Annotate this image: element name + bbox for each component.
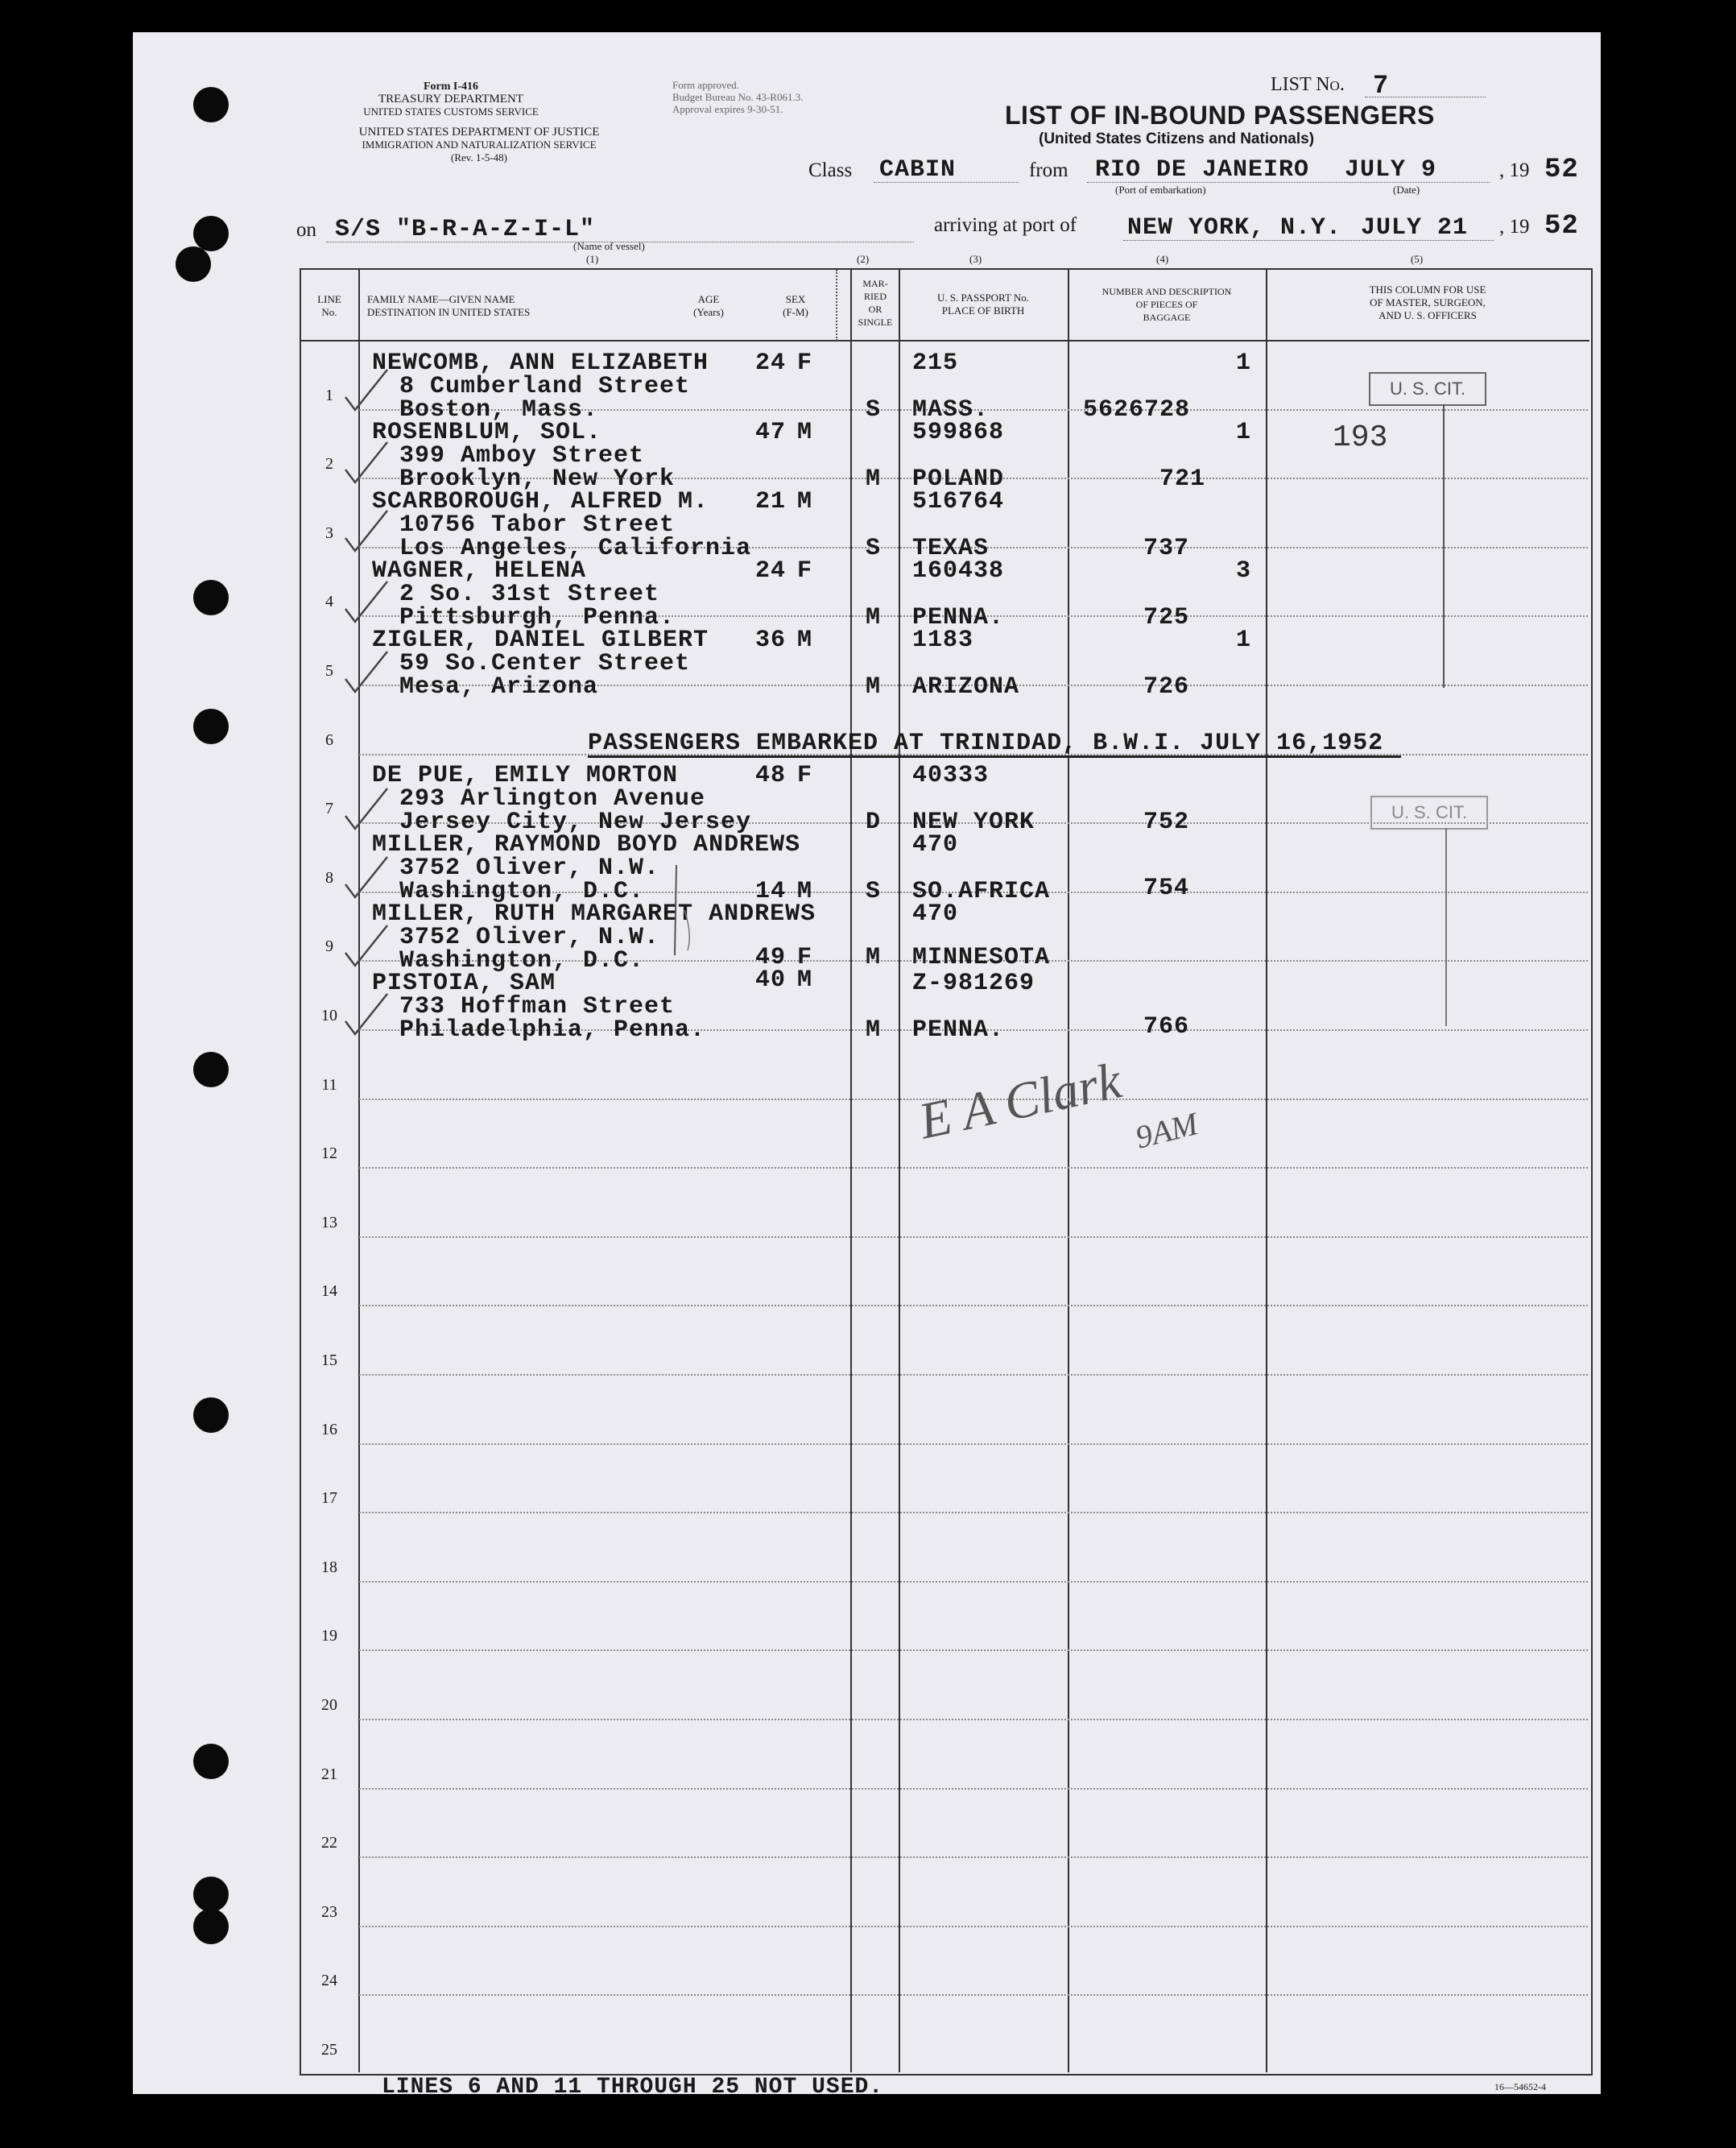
page-subtitle: (United States Citizens and Nationals) — [1039, 130, 1315, 147]
line-number: 19 — [321, 1627, 337, 1645]
passenger-address: 733 Hoffman Street — [399, 993, 676, 1020]
col-marker-5: (5) — [1411, 253, 1424, 265]
continuation-bracket — [1445, 828, 1447, 1026]
passenger-name: DE PUE, EMILY MORTON — [372, 762, 679, 789]
col-marker-1: (1) — [586, 253, 599, 265]
col-marker-4: (4) — [1156, 253, 1169, 265]
passenger-marital: M — [866, 466, 882, 493]
passenger-age: 36 — [755, 627, 787, 654]
customs-label: UNITED STATES CUSTOMS SERVICE — [363, 106, 539, 118]
table-header-rule — [301, 340, 1589, 341]
punch-hole — [193, 1744, 229, 1779]
passenger-age: 48 — [755, 762, 787, 789]
passenger-sex: M — [797, 878, 813, 905]
passenger-name: MILLER, RAYMOND BOYD ANDREWS — [372, 831, 801, 859]
passenger-address: 3752 Oliver, N.W. — [399, 924, 660, 951]
line-number: 25 — [321, 2041, 337, 2059]
passport-no: 470 — [912, 831, 959, 859]
baggage-count: 3 — [1236, 557, 1252, 585]
passenger-sex: M — [797, 966, 813, 994]
birth-place: PENNA. — [912, 1016, 1005, 1044]
baggage-count: 1 — [1236, 419, 1252, 446]
punch-hole — [193, 87, 229, 122]
vessel-caption: (Name of vessel) — [573, 240, 645, 252]
passport-no: 40333 — [912, 762, 990, 789]
col-header-name: FAMILY NAME—GIVEN NAME DESTINATION IN UNITED STATES — [367, 293, 531, 318]
line-number: 4 — [325, 593, 333, 610]
col-header-age: AGE (Years) — [693, 293, 724, 318]
punch-hole — [193, 1052, 229, 1087]
line-number: 8 — [325, 869, 333, 887]
line-number: 23 — [321, 1903, 337, 1921]
col-header-officers: THIS COLUMN FOR USE OF MASTER, SURGEON, AND U. S. OFFICERS — [1369, 284, 1486, 321]
passenger-city: Jersey City, New Jersey — [399, 809, 752, 836]
punch-hole — [193, 709, 229, 744]
line-number: 13 — [321, 1214, 337, 1231]
inspector-signature: E A Clark — [914, 1051, 1126, 1150]
passenger-age: 21 — [755, 488, 787, 515]
passenger-city: Pittsburgh, Penna. — [399, 604, 676, 631]
banner-underline — [588, 755, 1401, 758]
col-marker-2: (2) — [857, 253, 870, 265]
passport-no: 599868 — [912, 419, 1005, 446]
list-no-label: LIST No. — [1271, 74, 1345, 95]
passenger-sex: F — [797, 762, 813, 789]
class-label: Class — [808, 159, 853, 181]
birth-place: MASS. — [912, 396, 990, 424]
arrival-date: JULY 21 — [1361, 214, 1469, 242]
ins-label: IMMIGRATION AND NATURALIZATION SERVICE — [362, 139, 597, 151]
passenger-marital: S — [866, 396, 882, 424]
approval-2: Budget Bureau No. 43-R061.3. — [672, 91, 804, 103]
passenger-address: 399 Amboy Street — [399, 442, 645, 470]
baggage-number: 754 — [1143, 875, 1190, 902]
line-number: 6 — [325, 731, 333, 749]
row-rule — [359, 1512, 1588, 1513]
row-rule — [359, 1167, 1588, 1169]
line-number: 22 — [321, 1834, 337, 1852]
from-underline — [1087, 182, 1490, 183]
row-rule — [359, 1581, 1588, 1583]
passenger-age: 47 — [755, 419, 787, 446]
baggage-count: 1 — [1236, 350, 1252, 377]
passenger-age: 24 — [755, 557, 787, 585]
col-divider — [899, 270, 900, 2072]
passenger-marital: M — [866, 944, 882, 971]
justice-label: UNITED STATES DEPARTMENT OF JUSTICE — [358, 126, 600, 139]
row-rule — [359, 1856, 1588, 1858]
col-marker-3: (3) — [969, 253, 982, 265]
passport-no: 160438 — [912, 557, 1005, 585]
birth-place: ARIZONA — [912, 673, 1020, 701]
arrival-underline — [1123, 240, 1494, 241]
line-number: 14 — [321, 1282, 337, 1300]
col-divider — [850, 270, 852, 2072]
passenger-age: 40 — [755, 966, 787, 994]
baggage-number: 726 — [1143, 673, 1190, 701]
line-number: 12 — [321, 1144, 337, 1162]
arrival-port: NEW YORK, N.Y. — [1127, 214, 1342, 242]
passport-no: 516764 — [912, 488, 1005, 515]
year-prefix-1: , 19 — [1499, 159, 1530, 181]
bracket-mark-icon — [660, 862, 692, 958]
on-label: on — [296, 219, 316, 241]
passenger-address: 10756 Tabor Street — [399, 511, 676, 539]
handwritten-count: 193 — [1333, 420, 1388, 455]
passenger-sex: F — [797, 350, 813, 377]
line-number: 7 — [325, 800, 333, 817]
passenger-address: 293 Arlington Avenue — [399, 785, 706, 813]
col-header-line: LINE No. — [317, 293, 341, 318]
baggage-number: 752 — [1143, 809, 1190, 836]
port-caption: (Port of embarkation) — [1115, 184, 1206, 196]
punch-hole — [193, 1877, 229, 1912]
passenger-city: Mesa, Arizona — [399, 673, 599, 701]
passport-no: 470 — [912, 900, 959, 928]
baggage-number: 725 — [1143, 604, 1190, 631]
year-2: 52 — [1544, 211, 1579, 242]
line-number: 21 — [321, 1765, 337, 1783]
row-rule — [359, 1236, 1588, 1238]
passenger-age: 49 — [755, 944, 787, 971]
line-number: 18 — [321, 1558, 337, 1576]
row-rule — [359, 1994, 1588, 1996]
passenger-city: Washington, D.C. — [399, 878, 645, 905]
baggage-number: 721 — [1159, 466, 1206, 493]
date-caption: (Date) — [1393, 184, 1420, 196]
passenger-city: Washington, D.C. — [399, 947, 645, 975]
passenger-name: NEWCOMB, ANN ELIZABETH — [372, 350, 709, 377]
baggage-number: 737 — [1143, 535, 1190, 562]
punch-hole — [193, 216, 229, 251]
passenger-address: 8 Cumberland Street — [399, 373, 691, 400]
punch-hole — [193, 580, 229, 615]
birth-place: TEXAS — [912, 535, 990, 562]
passenger-sex: F — [797, 557, 813, 585]
birth-place: POLAND — [912, 466, 1005, 493]
line-number: 16 — [321, 1421, 337, 1438]
line-number: 15 — [321, 1351, 337, 1369]
passenger-marital: D — [866, 809, 882, 836]
line-number: 11 — [321, 1076, 337, 1094]
class-value: CABIN — [879, 156, 957, 184]
passenger-city: Boston, Mass. — [399, 396, 599, 424]
line-number: 10 — [321, 1007, 337, 1024]
passenger-sex: M — [797, 627, 813, 654]
us-citizen-stamp: U. S. CIT. — [1370, 796, 1488, 830]
embarkation-date: JULY 9 — [1345, 156, 1437, 184]
year-1: 52 — [1544, 155, 1579, 185]
row-rule — [359, 1719, 1588, 1720]
passenger-address: 2 So. 31st Street — [399, 581, 660, 608]
checkmark-icon — [342, 648, 391, 697]
passenger-sex: M — [797, 419, 813, 446]
col-header-married: MAR- RIED OR SINGLE — [858, 278, 893, 328]
passenger-name: MILLER, RUTH MARGARET ANDREWS — [372, 900, 816, 928]
checkmark-icon — [342, 578, 391, 627]
port-of-embarkation: RIO DE JANEIRO — [1095, 156, 1310, 184]
year-prefix-2: , 19 — [1499, 216, 1530, 238]
checkmark-icon — [342, 922, 391, 971]
passenger-marital: M — [866, 1016, 882, 1044]
from-label: from — [1029, 159, 1068, 181]
col-divider — [1266, 270, 1267, 2072]
checkmark-icon — [342, 991, 391, 1039]
row-rule — [359, 1649, 1588, 1651]
line-number: 5 — [325, 662, 333, 680]
passenger-name: SCARBOROUGH, ALFRED M. — [372, 488, 709, 515]
vessel-name: S/S "B-R-A-Z-I-L" — [335, 216, 596, 243]
passenger-city: Philadelphia, Penna. — [399, 1016, 706, 1044]
row-rule — [359, 1374, 1588, 1376]
list-no-value: 7 — [1373, 71, 1390, 101]
birth-place: PENNA. — [912, 604, 1005, 631]
punch-hole — [193, 1397, 229, 1433]
continuation-bracket — [1443, 404, 1445, 688]
line-number: 9 — [325, 937, 333, 955]
footer-note: LINES 6 AND 11 THROUGH 25 NOT USED. — [382, 2075, 884, 2100]
passenger-sex: M — [797, 488, 813, 515]
passenger-marital: M — [866, 604, 882, 631]
passport-no: 1183 — [912, 627, 974, 654]
form-number: Form I-416 — [423, 81, 479, 93]
passenger-name: PISTOIA, SAM — [372, 970, 556, 997]
line-number: 24 — [321, 1972, 337, 1989]
checkmark-icon — [342, 785, 391, 834]
line-number: 20 — [321, 1696, 337, 1714]
us-citizen-stamp: U. S. CIT. — [1369, 372, 1486, 406]
passenger-name: ROSENBLUM, SOL. — [372, 419, 602, 446]
row-rule — [359, 1926, 1588, 1927]
birth-place: SO.AFRICA — [912, 878, 1051, 905]
line-number: 2 — [325, 455, 333, 473]
passenger-age: 24 — [755, 350, 787, 377]
line-number: 3 — [325, 524, 333, 542]
signature-time: 9AM — [1131, 1105, 1202, 1156]
line-number: 17 — [321, 1489, 337, 1507]
revision-label: (Rev. 1-5-48) — [451, 151, 507, 163]
passenger-marital: S — [866, 535, 882, 562]
passenger-marital: M — [866, 673, 882, 701]
approval-3: Approval expires 9-30-51. — [672, 103, 783, 115]
checkmark-icon — [342, 439, 391, 487]
col-header-sex: SEX (F-M) — [783, 293, 808, 318]
print-code: 16—54652-4 — [1494, 2081, 1546, 2092]
checkmark-icon — [342, 507, 391, 556]
birth-place: MINNESOTA — [912, 944, 1051, 971]
row-rule — [359, 1788, 1588, 1790]
passenger-marital: S — [866, 878, 882, 905]
baggage-number: 766 — [1143, 1013, 1190, 1041]
treasury-label: TREASURY DEPARTMENT — [378, 93, 524, 106]
class-underline — [874, 182, 1019, 183]
passenger-name: ZIGLER, DANIEL GILBERT — [372, 627, 709, 654]
passenger-sex: F — [797, 944, 813, 971]
passenger-name: WAGNER, HELENA — [372, 557, 587, 585]
passport-no: Z-981269 — [912, 970, 1035, 997]
passenger-address: 59 So.Center Street — [399, 650, 691, 677]
passenger-age: 14 — [755, 878, 787, 905]
col-header-passport: U. S. PASSPORT No. PLACE OF BIRTH — [936, 292, 1030, 317]
line-number: 1 — [325, 387, 333, 404]
birth-place: NEW YORK — [912, 809, 1035, 836]
col-divider-dotted — [836, 270, 837, 341]
punch-hole — [176, 246, 211, 282]
passport-no: 215 — [912, 350, 959, 377]
col-header-baggage: NUMBER AND DESCRIPTION OF PIECES OF BAGGAGE — [1102, 286, 1232, 323]
passenger-city: Brooklyn, New York — [399, 466, 676, 493]
col-divider — [1068, 270, 1069, 2072]
baggage-number: 5626728 — [1083, 396, 1191, 424]
punch-hole — [193, 1909, 229, 1944]
row-rule — [359, 1443, 1588, 1445]
trinidad-banner: PASSENGERS EMBARKED AT TRINIDAD, B.W.I. JULY 16,1952 — [588, 730, 1384, 757]
row-rule — [359, 1305, 1588, 1306]
checkmark-icon — [342, 366, 391, 415]
page-title: LIST OF IN-BOUND PASSENGERS — [1005, 101, 1435, 130]
passenger-address: 3752 Oliver, N.W. — [399, 855, 660, 882]
passenger-city: Los Angeles, California — [399, 535, 752, 562]
baggage-count: 1 — [1236, 627, 1252, 654]
checkmark-icon — [342, 854, 391, 902]
arriving-label: arriving at port of — [934, 214, 1077, 236]
approval-1: Form approved. — [672, 79, 740, 91]
